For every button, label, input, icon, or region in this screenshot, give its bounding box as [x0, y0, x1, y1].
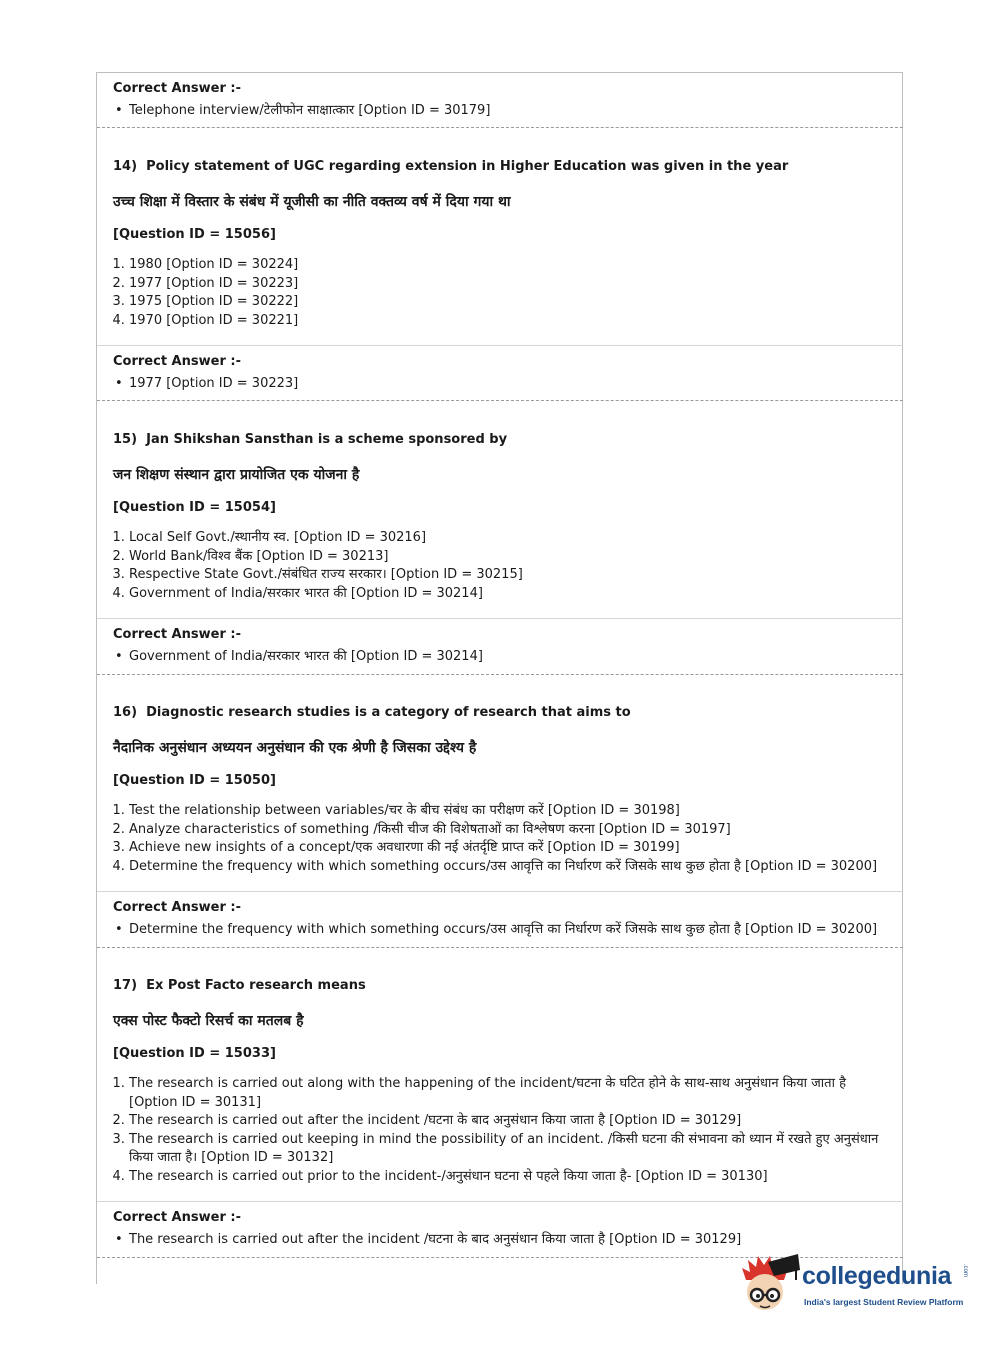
option-item: 4. The research is carried out prior to the incident-/अनुसंधान घटना से पहले किया जाता है- [Option ID = 30130]: [129, 1168, 893, 1187]
question-text-en: 14) Policy statement of UGC regarding extension in Higher Education was given in the year: [113, 159, 789, 174]
question-text-hi: जन शिक्षण संस्थान द्वारा प्रायोजित एक योजना है: [113, 467, 360, 483]
option-list: [113, 802, 893, 876]
option-item: 2. Analyze characteristics of something /किसी चीज की विशेषताओं का विश्लेषण करना [Option ID = 30197]: [129, 821, 893, 840]
question-text-en: 16) Diagnostic research studies is a category of research that aims to: [113, 705, 631, 720]
option-item: 4. 1970 [Option ID = 30221]: [129, 312, 893, 331]
divider: [97, 674, 903, 675]
collegedunia-logo: [738, 1250, 970, 1320]
question-id: [Question ID = 15033]: [113, 1046, 276, 1061]
question-16: [113, 704, 893, 876]
correct-answer-text: • The research is carried out after the incident /घटना के बाद अनुसंधान किया जाता है [Option ID = 30129]: [113, 1231, 893, 1249]
divider: [97, 891, 903, 892]
graduate-mascot-icon: [738, 1250, 800, 1320]
option-item: 1. The research is carried out along with the happening of the incident/घटना के घटित होने के साथ-साथ अनुसंधान किया जाता है [Option ID = 30131]: [129, 1075, 893, 1112]
correct-answer-text: • Government of India/सरकार भारत की [Option ID = 30214]: [113, 648, 893, 666]
option-list: [113, 529, 893, 603]
option-item: 4. Government of India/सरकार भारत की [Option ID = 30214]: [129, 585, 893, 604]
option-item: 3. Achieve new insights of a concept/एक अवधारणा की नई अंतर्दृष्टि प्राप्त करें [Option ID = 30199]: [129, 839, 893, 858]
answer-block-15: [113, 626, 893, 666]
question-id: [Question ID = 15050]: [113, 773, 276, 788]
question-id: [Question ID = 15056]: [113, 227, 276, 242]
option-item: 1. Test the relationship between variables/चर के बीच संबंध का परीक्षण करें [Option ID = 30198]: [129, 802, 893, 821]
correct-answer-text: • Telephone interview/टेलीफोन साक्षात्कार [Option ID = 30179]: [113, 102, 893, 120]
option-item: 2. World Bank/विश्व बैंक [Option ID = 30213]: [129, 548, 893, 567]
correct-answer-label: Correct Answer :-: [113, 900, 241, 915]
option-item: 1. 1980 [Option ID = 30224]: [129, 256, 893, 275]
answer-block-13: [113, 80, 893, 120]
correct-answer-label: Correct Answer :-: [113, 1210, 241, 1225]
option-item: 3. 1975 [Option ID = 30222]: [129, 293, 893, 312]
correct-answer-label: Correct Answer :-: [113, 354, 241, 369]
divider: [97, 1201, 903, 1202]
correct-answer-text: • 1977 [Option ID = 30223]: [113, 375, 893, 393]
option-list: [113, 256, 893, 330]
question-17: [113, 977, 893, 1186]
answer-block-16: [113, 899, 893, 939]
question-text-hi: उच्च शिक्षा में विस्तार के संबंध में यूजीसी का नीति वक्तव्य वर्ष में दिया गया था: [113, 194, 511, 210]
question-text-en: 17) Ex Post Facto research means: [113, 978, 366, 993]
correct-answer-label: Correct Answer :-: [113, 81, 241, 96]
question-text-en: 15) Jan Shikshan Sansthan is a scheme sponsored by: [113, 432, 508, 447]
option-list: [113, 1075, 893, 1186]
logo-tagline: India's largest Student Review Platform: [804, 1297, 964, 1307]
answer-block-14: [113, 353, 893, 393]
logo-name: collegedunia: [802, 1262, 952, 1290]
option-item: 2. The research is carried out after the incident /घटना के बाद अनुसंधान किया जाता है [Option ID = 30129]: [129, 1112, 893, 1131]
divider: [97, 947, 903, 948]
option-item: 3. Respective State Govt./संबंधित राज्य सरकार। [Option ID = 30215]: [129, 566, 893, 585]
question-14: [113, 158, 893, 330]
option-item: 1. Local Self Govt./स्थानीय स्व. [Option ID = 30216]: [129, 529, 893, 548]
divider: [97, 400, 903, 401]
question-text-hi: नैदानिक अनुसंधान अध्ययन अनुसंधान की एक श्रेणी है जिसका उद्देश्य है: [113, 740, 477, 756]
option-item: 3. The research is carried out keeping in mind the possibility of an incident. /किसी घटना की संभावना को ध्यान में रखते हुए अनुसंधान किया जाता है। [Option ID = 30132]: [129, 1131, 893, 1168]
question-id: [Question ID = 15054]: [113, 500, 276, 515]
answer-block-17: [113, 1209, 893, 1249]
question-15: [113, 431, 893, 603]
option-item: 2. 1977 [Option ID = 30223]: [129, 275, 893, 294]
divider: [97, 618, 903, 619]
correct-answer-text: • Determine the frequency with which something occurs/उस आवृत्ति का निर्धारण करें जिसके साथ कुछ होता है [Option ID = 30200]: [113, 921, 893, 939]
divider: [97, 345, 903, 346]
logo-suffix: .com: [962, 1264, 968, 1278]
option-item: 4. Determine the frequency with which something occurs/उस आवृत्ति का निर्धारण करें जिसके साथ कुछ होता है [Option ID = 30200]: [129, 858, 893, 877]
question-text-hi: एक्स पोस्ट फैक्टो रिसर्च का मतलब है: [113, 1013, 304, 1029]
correct-answer-label: Correct Answer :-: [113, 627, 241, 642]
divider: [97, 127, 903, 128]
